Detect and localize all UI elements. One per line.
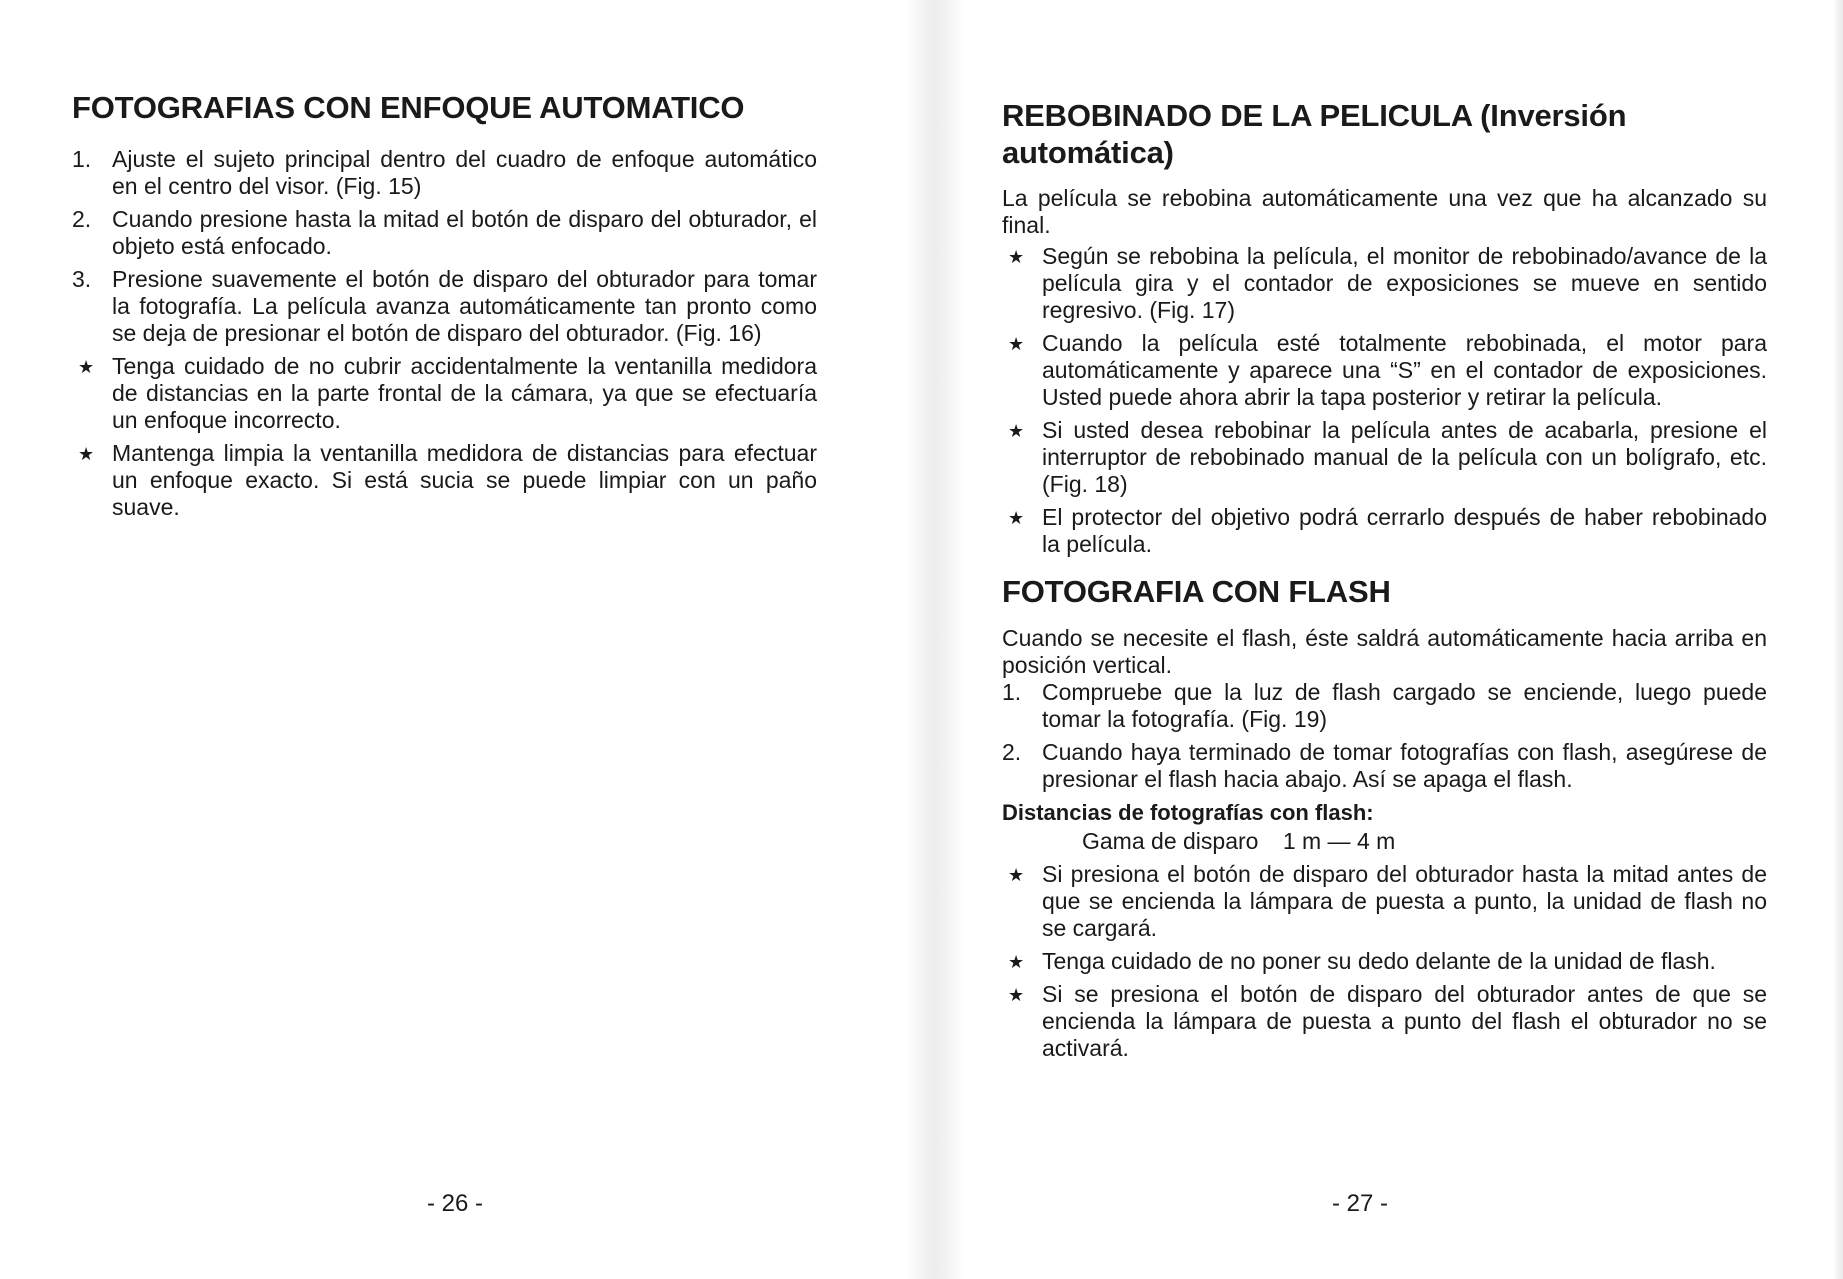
rewind-notes — [1002, 243, 1767, 558]
flash-notes — [1002, 861, 1767, 1062]
star-icon: ★ — [78, 357, 95, 377]
star-icon: ★ — [1008, 864, 1025, 885]
list-item: ★ Según se rebobina la película, el monitor de rebobinado/avance de la película gira y el contador de exposiciones se mueve en sentido regresivo. (Fig. 17) — [1008, 243, 1767, 324]
list-item: 2. Cuando presione hasta la mitad el botón de disparo del obturador, el objeto está enfocado. — [72, 206, 817, 259]
range-label: Gama de disparo — [1082, 827, 1259, 854]
list-item: ★ Tenga cuidado de no poner su dedo delante de la unidad de flash. — [1008, 947, 1716, 974]
page-number: - 27 - — [1332, 1190, 1389, 1217]
rewind-section — [1002, 98, 1767, 1068]
right-page — [1002, 0, 1767, 1279]
list-item: 3. Presione suavemente el botón de disparo del obturador para tomar la fotografía. La película avanza automáticamente tan pronto como se deja de presionar el botón de disparo del obturador. (Fig. 16) — [72, 266, 817, 346]
star-icon: ★ — [1008, 334, 1025, 355]
book-gutter — [905, 0, 965, 1279]
range-row — [1082, 828, 1767, 855]
list-item: 1. Compruebe que la luz de flash cargado se enciende, luego puede tomar la fotografía. (Fig. 19) — [1002, 678, 1767, 732]
section-intro: La película se rebobina automáticamente una vez que ha alcanzado su final. — [1002, 185, 1767, 239]
list-item: 1. Ajuste el sujeto principal dentro del cuadro de enfoque automático en el centro del visor. (Fig. 15) — [72, 146, 817, 199]
list-item: ★ El protector del objetivo podrá cerrarlo después de haber rebobinado la película. — [1008, 504, 1767, 558]
list-item: ★ Cuando la película esté totalmente rebobinada, el motor para automáticamente y aparece una “S” en el contador de exposiciones. Usted puede ahora abrir la tapa posterior y retirar la película. — [1008, 330, 1767, 411]
section-intro: Cuando se necesite el flash, éste saldrá automáticamente hacia arriba en posición vertical. — [1002, 624, 1767, 678]
star-icon: ★ — [1008, 508, 1025, 529]
page-number: - 26 - — [427, 1190, 484, 1217]
star-icon: ★ — [1008, 247, 1025, 268]
list-item: ★ Tenga cuidado de no cubrir accidentalmente la ventanilla medidora de distancias en la parte frontal de la cámara, ya que se efectuaría un enfoque incorrecto. — [78, 353, 817, 433]
distance-heading: Distancias de fotografías con flash: — [1002, 799, 1374, 825]
page-edge — [1833, 0, 1843, 1279]
left-page — [72, 0, 817, 1279]
list-item: ★ Si usted desea rebobinar la película antes de acabarla, presione el interruptor de rebobinado manual de la película con un bolígrafo, etc. (Fig. 18) — [1008, 417, 1767, 498]
range-value: 1 m — 4 m — [1282, 827, 1396, 854]
section-title: REBOBINADO DE LA PELICULA (Inversión automática) — [1002, 98, 1627, 170]
list-item: ★ Si presiona el botón de disparo del obturador hasta la mitad antes de que se encienda la lámpara de puesta a punto, la unidad de flash no se cargará. — [1008, 860, 1767, 941]
flash-steps — [1002, 679, 1767, 793]
list-item: ★ Si se presiona el botón de disparo del obturador antes de que se encienda la lámpara de puesta a punto del flash el obturador no se activará. — [1008, 980, 1767, 1061]
section-title: FOTOGRAFIA CON FLASH — [1002, 574, 1391, 610]
list-item: ★ Mantenga limpia la ventanilla medidora de distancias para efectuar un enfoque exacto. Si está sucia se puede limpiar con un paño suave. — [78, 440, 817, 520]
star-icon: ★ — [1008, 421, 1025, 442]
star-icon: ★ — [1008, 951, 1025, 972]
star-icon: ★ — [1008, 984, 1025, 1005]
list-item: 2. Cuando haya terminado de tomar fotografías con flash, asegúrese de presionar el flash hacia abajo. Así se apaga el flash. — [1002, 738, 1767, 792]
autofocus-steps — [72, 146, 817, 527]
page-title: FOTOGRAFIAS CON ENFOQUE AUTOMATICO — [72, 90, 745, 125]
star-icon: ★ — [78, 444, 95, 464]
